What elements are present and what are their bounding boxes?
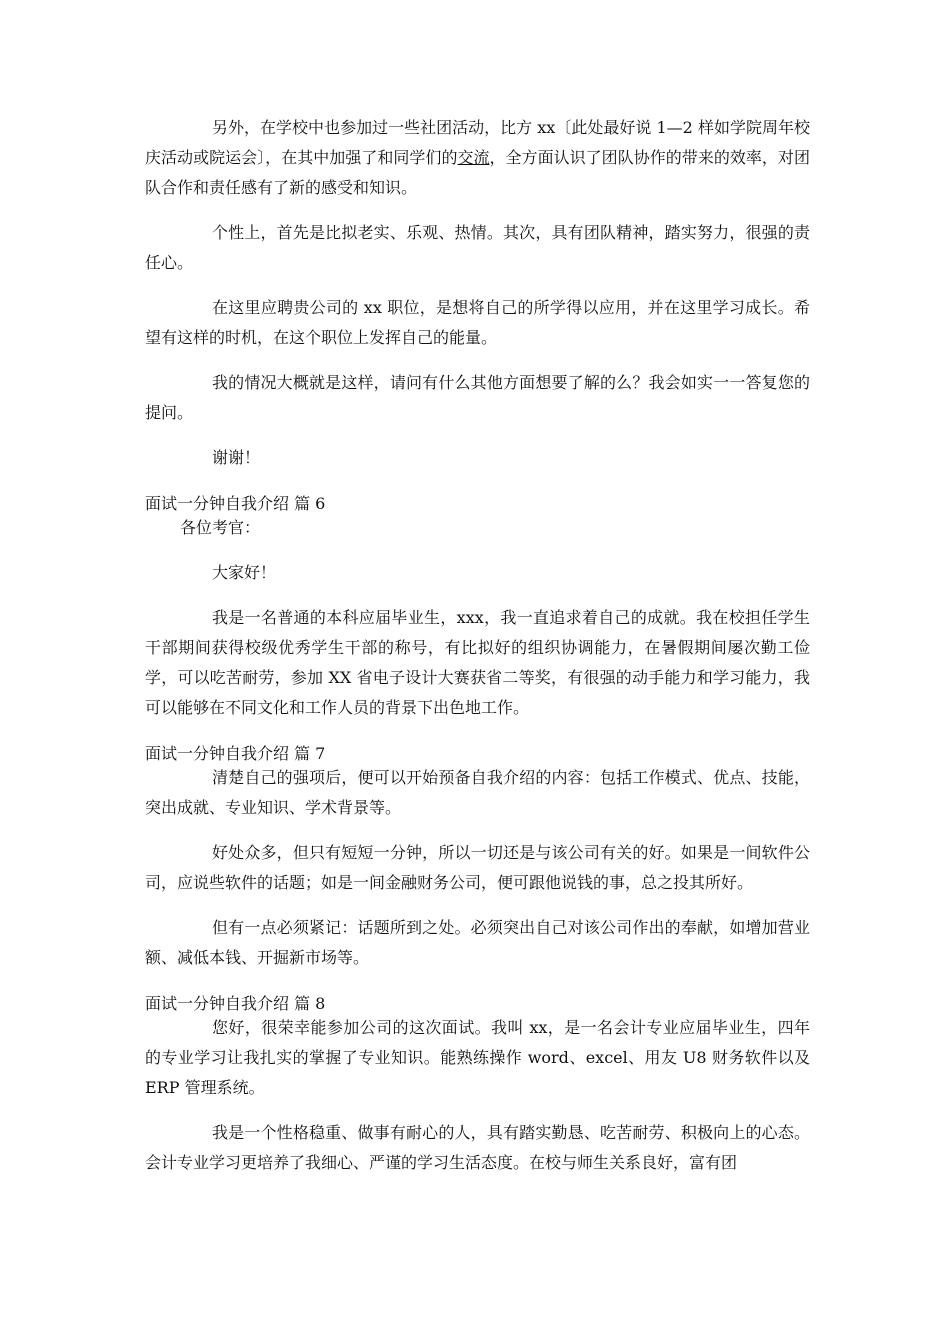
salutation: 各位考官： [180, 518, 261, 537]
paragraph-club-activities [145, 113, 810, 203]
paragraph-thanks: 谢谢！ [212, 448, 261, 467]
paragraph-greeting: 大家好！ [212, 563, 277, 582]
section-heading-8: 面试一分钟自我介绍 篇 8 [145, 994, 326, 1013]
paragraph-section7-3: 但有一点必须紧记：话题所到之处。必须突出自己对该公司作出的奉献，如增加营业额、减低本钱、开掘新市场等。 [145, 918, 810, 967]
paragraph-position: 在这里应聘贵公司的 xx 职位，是想将自己的所学得以应用，并在这里学习成长。希望有这样的时机，在这个职位上发挥自己的能量。 [145, 298, 810, 347]
paragraph-section6-body: 我是一名普通的本科应届毕业生，xxx，我一直追求着自己的成就。我在校担任学生干部期间获得校级优秀学生干部的称号，有比拟好的组织协调能力，在暑假期间屡次勤工俭学，可以吃苦耐劳，参加 XX 省电子设计大赛获省二等奖，有很强的动手能力和学习能力，我可以能够在不同文化和工作人员的背景下出色地工作。 [145, 608, 810, 717]
paragraph-section8-1: 您好，很荣幸能参加公司的这次面试。我叫 xx，是一名会计专业应届毕业生，四年的专业学习让我扎实的掌握了专业知识。能熟练操作 word、excel、用友 U8 财务软件以及 ERP 管理系统。 [145, 1018, 810, 1097]
paragraph-section7-2: 好处众多，但只有短短一分钟，所以一切还是与该公司有关的好。如果是一间软件公司，应说些软件的话题；如是一间金融财务公司，便可跟他说钱的事，总之投其所好。 [145, 843, 810, 892]
paragraph-text: 另外，在学校中也参加过一些社团活动，比方 xx〔此处最好说 1—2 样如学院周年校庆活动或院运会〕，在其中加强了和同学们的 [145, 118, 810, 167]
paragraph-closing-question: 我的情况大概就是这样，请问有什么其他方面想要了解的么？我会如实一一答复您的提问。 [145, 373, 810, 422]
paragraph-section8-2: 我是一个性格稳重、做事有耐心的人，具有踏实勤恳、吃苦耐劳、积极向上的心态。会计专业学习更培养了我细心、严谨的学习生活态度。在校与师生关系良好，富有团 [145, 1123, 810, 1172]
underlined-word: 交流 [457, 148, 490, 167]
section-heading-7: 面试一分钟自我介绍 篇 7 [145, 744, 326, 763]
paragraph-text: ，全方面认识了团队协作的带来的效率，对团队合作和责任感有了新的感受和知识。 [145, 148, 810, 197]
paragraph-section7-1: 清楚自己的强项后，便可以开始预备自我介绍的内容：包括工作模式、优点、技能，突出成就、专业知识、学术背景等。 [145, 768, 810, 817]
paragraph-personality: 个性上，首先是比拟老实、乐观、热情。其次，具有团队精神，踏实努力，很强的责任心。 [145, 223, 810, 272]
section-heading-6: 面试一分钟自我介绍 篇 6 [145, 494, 326, 513]
